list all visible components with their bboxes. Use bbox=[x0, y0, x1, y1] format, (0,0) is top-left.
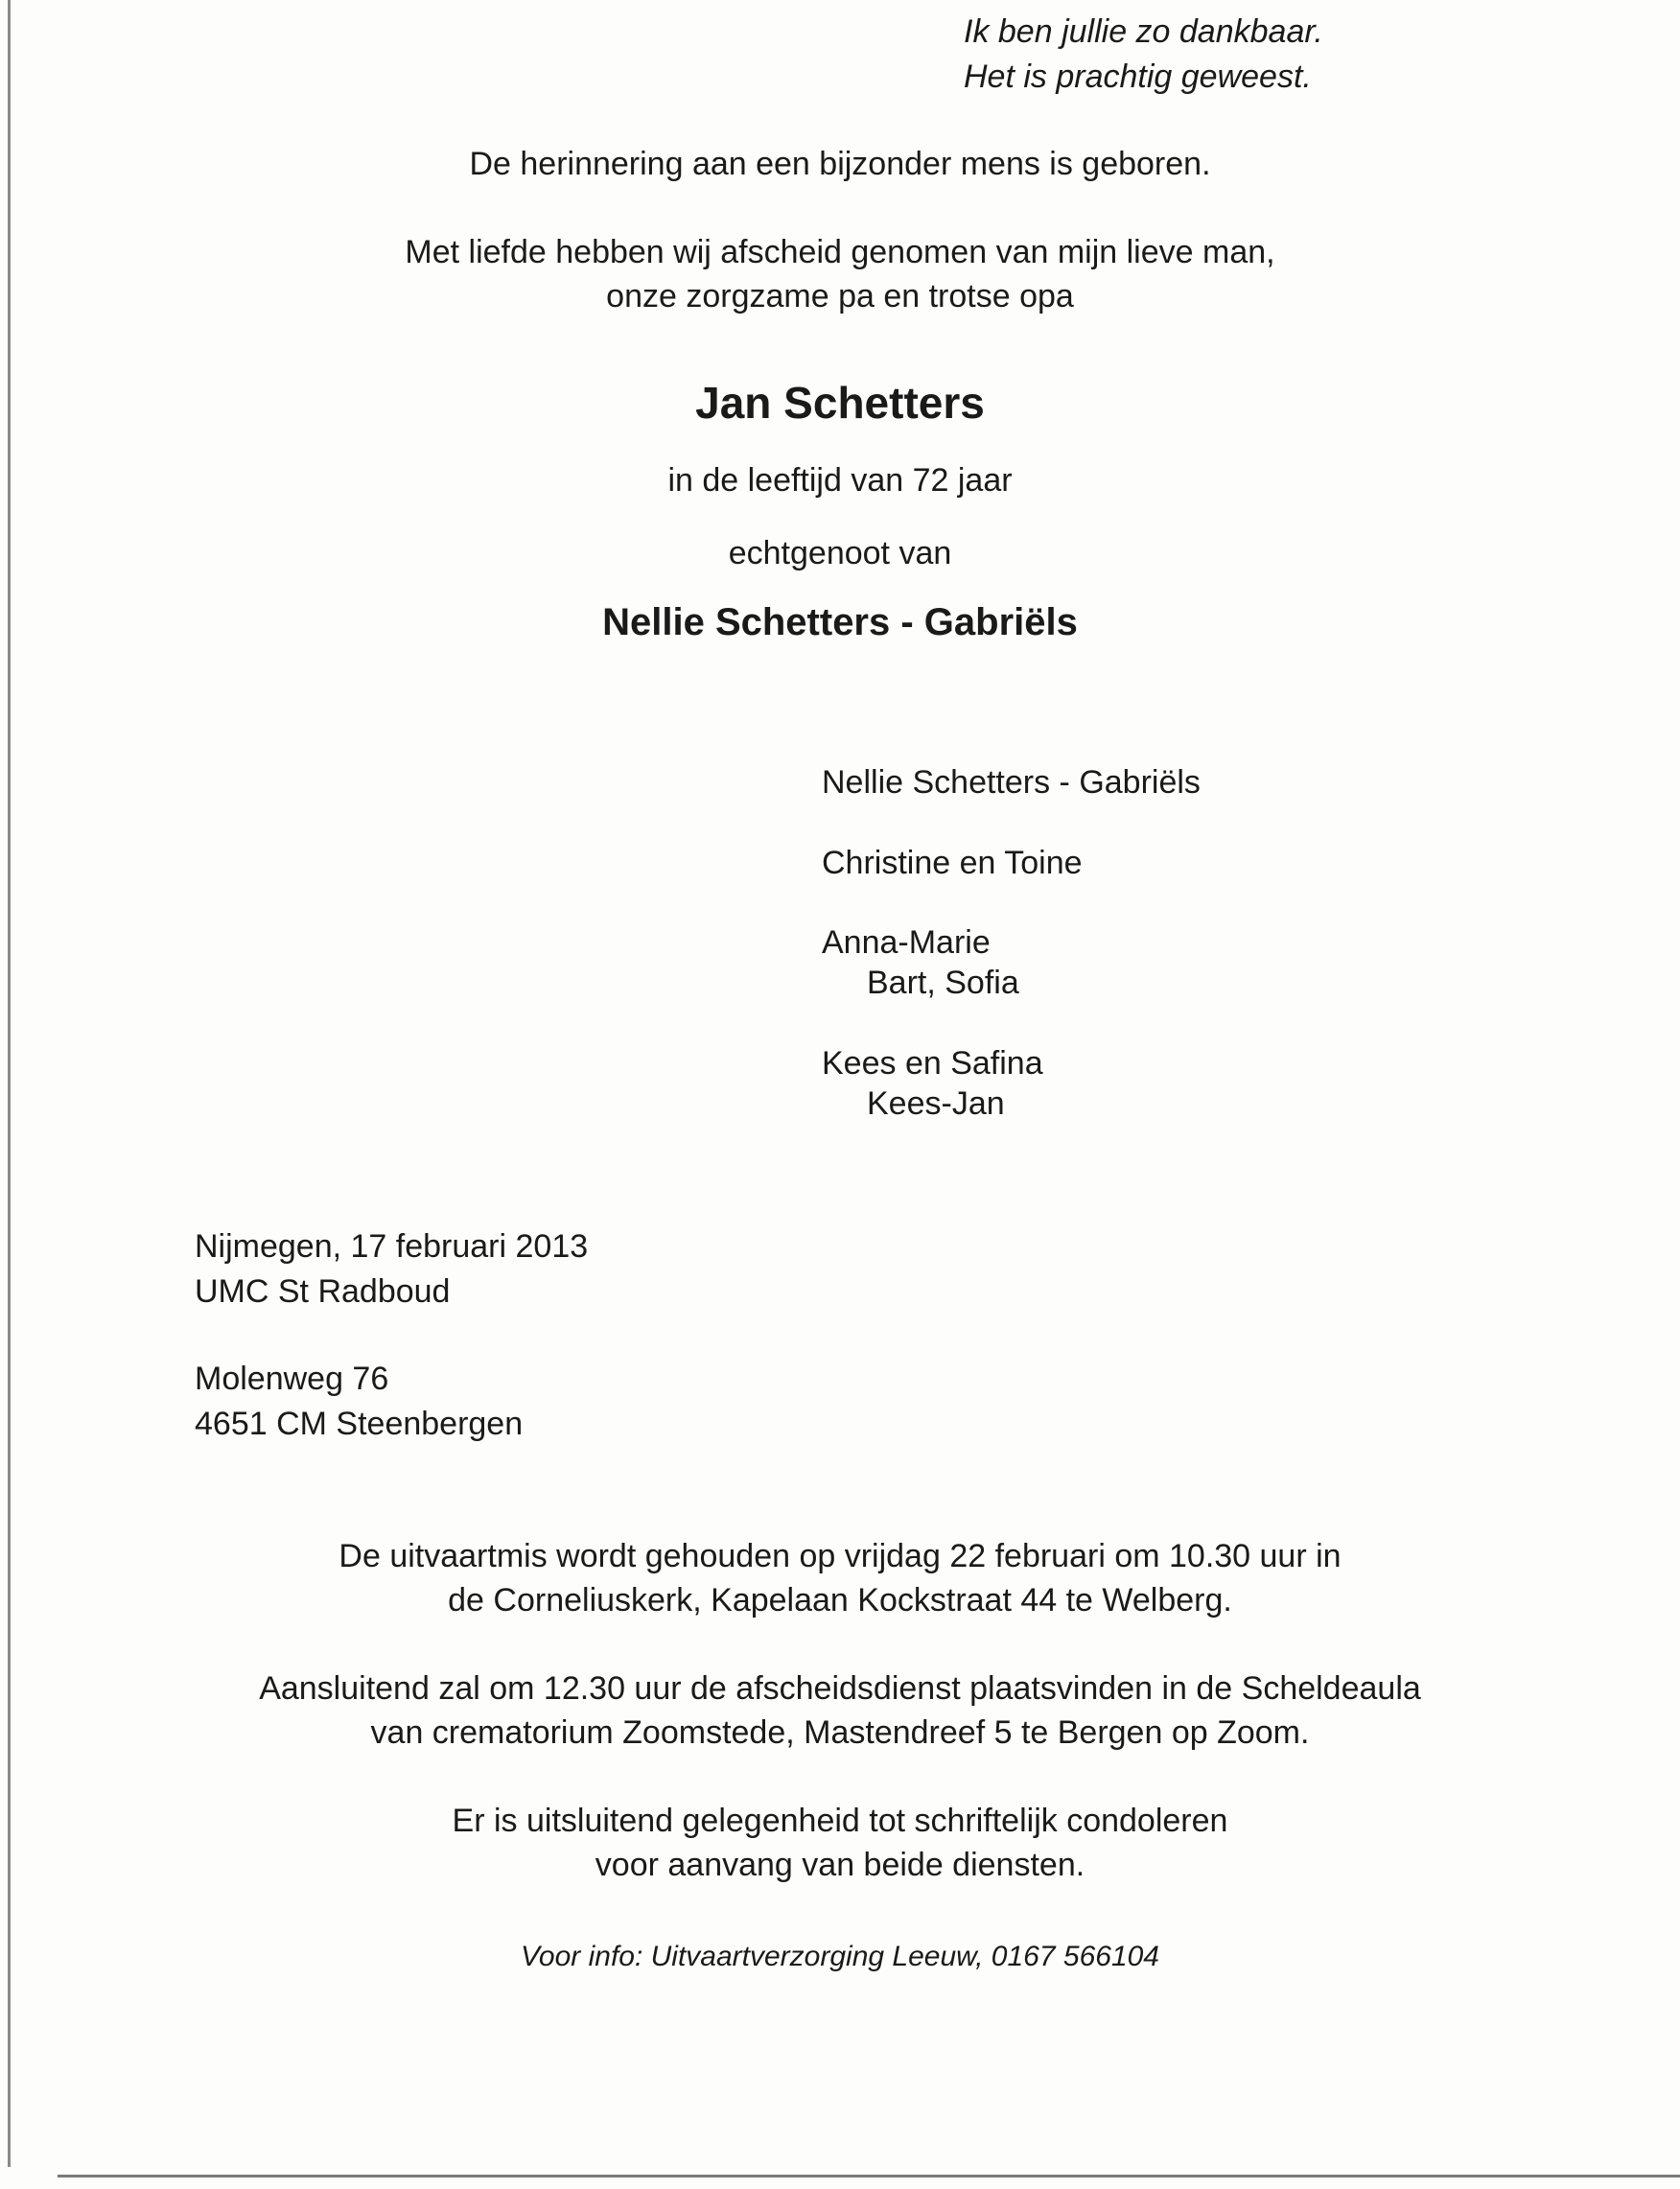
address-city: 4651 CM Steenbergen bbox=[195, 1406, 524, 1442]
info-line: Voor info: Uitvaartverzorging Leeuw, 0167 566104 bbox=[521, 1941, 1159, 1972]
cremation-line-1: Aansluitend zal om 12.30 uur de afscheidsdienst plaatsvinden in de Scheldeaula bbox=[259, 1670, 1421, 1707]
farewell-line-1: Met liefde hebben wij afscheid genomen van mijn lieve man, bbox=[405, 234, 1275, 270]
mass-line-2: de Corneliuskerk, Kapelaan Kockstraat 44 te Welberg. bbox=[448, 1582, 1232, 1618]
family-child-1: Christine en Toine bbox=[822, 845, 1083, 881]
family-child-2: Anna-Marie bbox=[822, 924, 991, 961]
age-line: in de leeftijd van 72 jaar bbox=[667, 462, 1013, 499]
mass-line-1: De uitvaartmis wordt gehouden op vrijdag 22 februari om 10.30 uur in bbox=[338, 1538, 1342, 1574]
address-street: Molenweg 76 bbox=[195, 1361, 389, 1397]
farewell-line-2: onze zorgzame pa en trotse opa bbox=[606, 278, 1074, 314]
hospital: UMC St Radboud bbox=[195, 1273, 451, 1310]
page-bottom-edge bbox=[58, 2175, 1680, 2177]
place-date: Nijmegen, 17 februari 2013 bbox=[195, 1228, 589, 1265]
spouse-name: Nellie Schetters - Gabriëls bbox=[602, 601, 1078, 643]
deceased-name: Jan Schetters bbox=[695, 378, 985, 428]
family-child-3: Kees en Safina bbox=[822, 1045, 1043, 1082]
spouse-intro: echtgenoot van bbox=[728, 535, 952, 571]
condolence-line-1: Er is uitsluitend gelegenheid tot schriftelijk condoleren bbox=[452, 1803, 1228, 1839]
motto-line-2: Het is prachtig geweest. bbox=[964, 58, 1312, 95]
cremation-line-2: van crematorium Zoomstede, Mastendreef 5 te Bergen op Zoom. bbox=[370, 1714, 1310, 1751]
condolence-line-2: voor aanvang van beide diensten. bbox=[595, 1847, 1085, 1883]
family-spouse: Nellie Schetters - Gabriëls bbox=[822, 764, 1201, 801]
intro-text: De herinnering aan een bijzonder mens is geboren. bbox=[469, 146, 1211, 182]
family-grandchildren-3: Kees-Jan bbox=[867, 1085, 1005, 1122]
family-grandchildren-2: Bart, Sofia bbox=[867, 965, 1019, 1001]
motto-line-1: Ik ben jullie zo dankbaar. bbox=[964, 13, 1323, 50]
